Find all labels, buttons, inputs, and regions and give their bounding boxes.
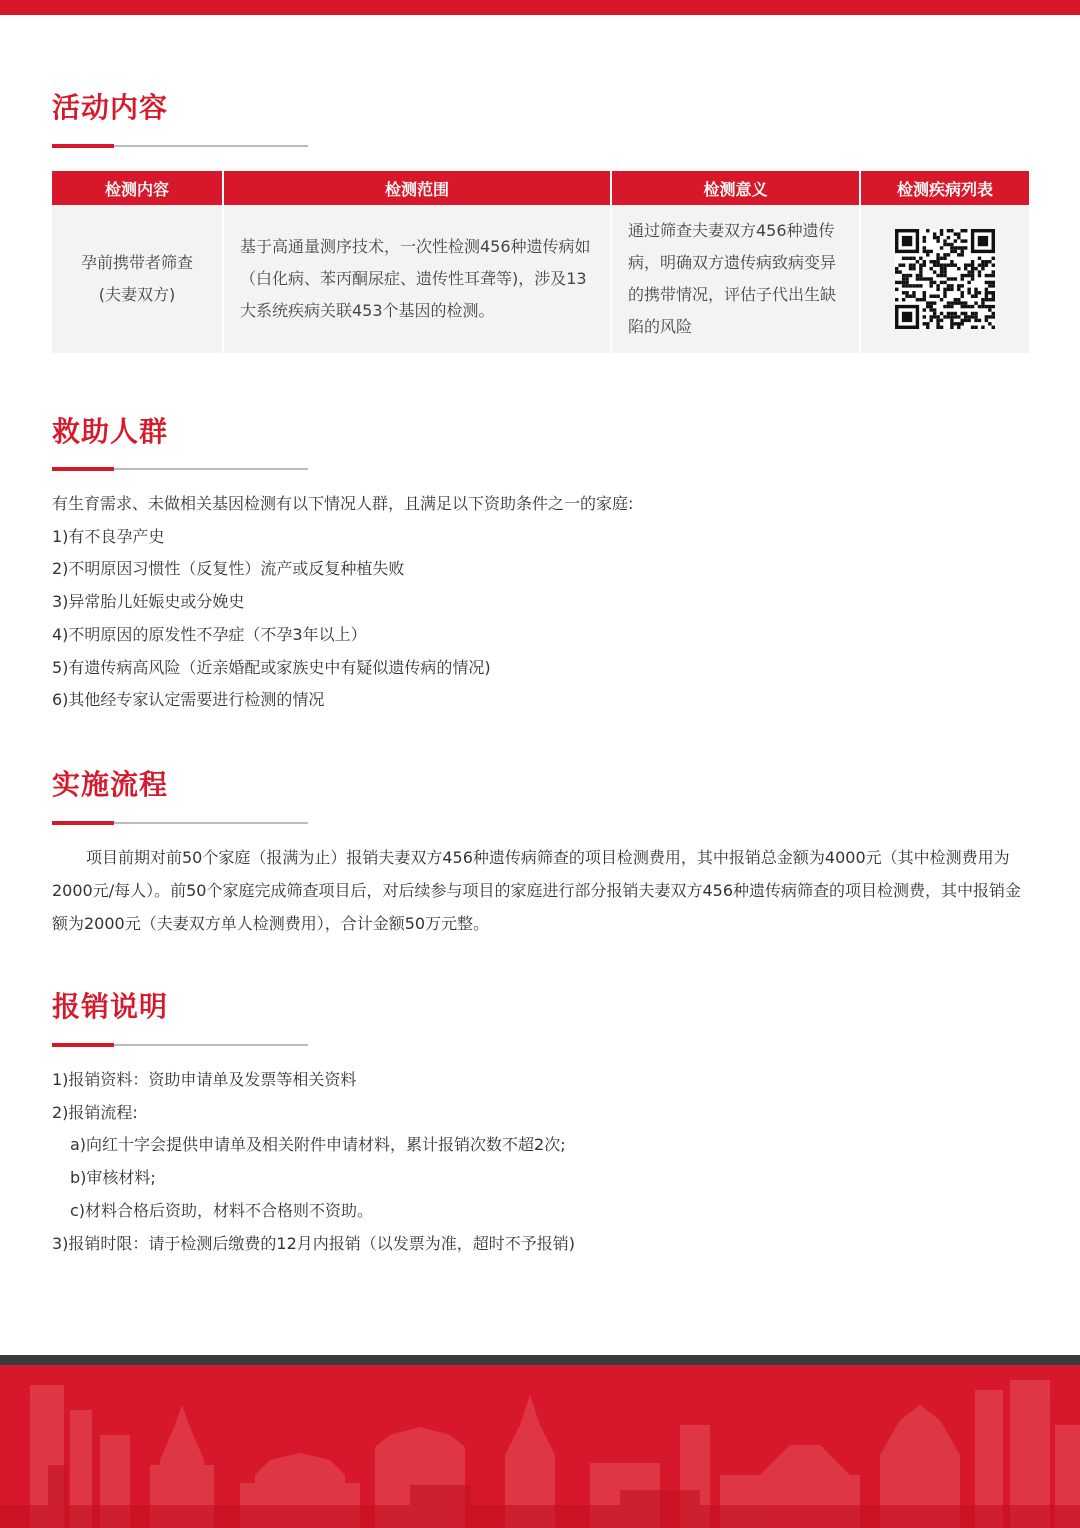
assist-list xyxy=(52,488,1030,717)
city-skyline-icon xyxy=(0,1365,1080,1528)
assist-intro: 有生育需求、未做相关基因检测有以下情况人群，且满足以下资助条件之一的家庭: xyxy=(52,494,634,513)
list-item: 6)其他经专家认定需要进行检测的情况 xyxy=(52,690,325,710)
detect-content-cell xyxy=(52,205,222,353)
list-item: c)材料合格后资助，材料不合格则不资助。 xyxy=(70,1200,374,1220)
section-title-activity: 活动内容 xyxy=(52,91,169,124)
detect-content-subject: (夫妻双方) xyxy=(98,285,176,304)
section-title-reimburse: 报销说明 xyxy=(52,990,169,1023)
process-paragraph: 项目前期对前50个家庭（报满为止）报销夫妻双方456种遗传病筛查的项目检测费用，其中报销总金额为4000元（其中检测费用为2000元/每人）。前50个家庭完成筛查项目后，对后续参与项目的家庭进行部分报销夫妻双方456种遗传病筛查的项目检测费，其中报销金额为2000元（夫妻双方单人检测费用），合计金额50万元整。 xyxy=(52,848,1022,933)
table-header-cell: 检测内容 xyxy=(52,171,222,205)
reimburse-list xyxy=(52,1064,1030,1260)
qr-code-icon[interactable] xyxy=(895,229,995,329)
top-accent-bar xyxy=(0,0,1080,15)
section-title-process: 实施流程 xyxy=(52,768,169,801)
table-header-row xyxy=(52,171,1029,205)
detect-meaning-cell: 通过筛查夫妻双方456种遗传病，明确双方遗传病致病变异的携带情况，评估子代出生缺陷的风险 xyxy=(612,205,859,353)
list-item: 1)报销资料：资助申请单及发票等相关资料 xyxy=(52,1070,357,1089)
list-item: 3)报销时限：请于检测后缴费的12月内报销（以发票为准，超时不予报销) xyxy=(52,1233,576,1253)
footer-dark-band xyxy=(0,1355,1080,1365)
list-item: b)审核材料; xyxy=(70,1168,156,1188)
table-row xyxy=(52,205,1029,353)
section-divider xyxy=(52,1044,308,1046)
list-item: 1)有不良孕产史 xyxy=(52,526,165,546)
detect-content-name: 孕前携带者筛查 xyxy=(80,253,193,272)
list-item: 5)有遗传病高风险（近亲婚配或家族史中有疑似遗传病的情况) xyxy=(52,657,491,677)
detect-scope-cell: 基于高通量测序技术，一次性检测456种遗传病如（白化病、苯丙酮尿症、遗传性耳聋等)，涉及13大系统疾病关联453个基因的检测。 xyxy=(224,205,610,353)
table-header-cell: 检测范围 xyxy=(224,171,610,205)
section-divider xyxy=(52,468,308,470)
list-item: a)向红十字会提供申请单及相关附件申请材料，累计报销次数不超2次; xyxy=(70,1135,566,1155)
detection-table xyxy=(50,171,1031,353)
list-item: 2)不明原因习惯性（反复性）流产或反复种植失败 xyxy=(52,559,405,579)
footer-skyline-banner xyxy=(0,1355,1080,1528)
section-divider xyxy=(52,145,308,147)
table-header-cell: 检测疾病列表 xyxy=(861,171,1029,205)
list-item: 4)不明原因的原发性不孕症（不孕3年以上） xyxy=(52,624,367,644)
section-title-assist: 救助人群 xyxy=(52,415,169,448)
disease-list-cell xyxy=(861,205,1029,353)
section-divider xyxy=(52,822,308,824)
list-item: 2)报销流程: xyxy=(52,1102,138,1122)
list-item: 3)异常胎儿妊娠史或分娩史 xyxy=(52,592,245,612)
table-header-cell: 检测意义 xyxy=(612,171,859,205)
